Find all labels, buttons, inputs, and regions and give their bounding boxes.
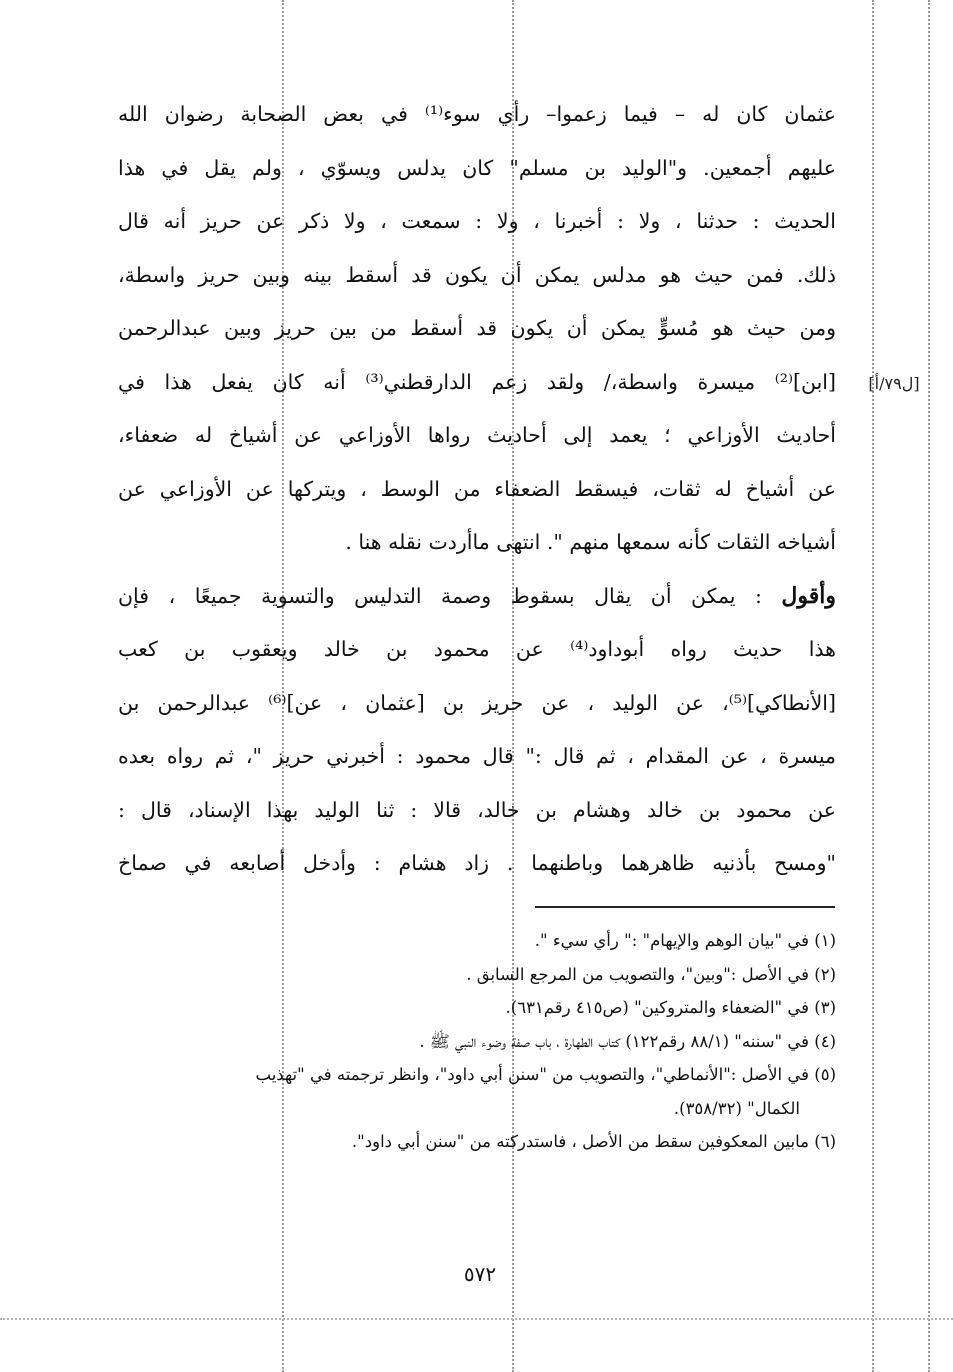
body-line: [الأنطاكي]⁽⁵⁾، عن الوليد ، عن حريز بن [عثمان ، عن]⁽⁶⁾ عبدالرحمن بن	[118, 690, 836, 715]
footnote: (٦) مابين المعكوفين سقط من الأصل ، فاستدركته من "سنن أبي داود".	[351, 1132, 836, 1151]
footnotes	[118, 924, 836, 1159]
footnote-separator	[535, 906, 835, 908]
body-line: [ابن]⁽²⁾ ميسرة واسطة،/ ولقد زعم الدارقطني⁽³⁾ أنه كان يفعل هذا في	[118, 369, 836, 394]
body-line: الحديث : حدثنا ، ولا : أخبرنا ، ولا : سمعت ، ولا ذكر عن حريز أنه قال	[118, 209, 836, 233]
footnote-continuation: الكمال" (٣٥٨/٣٢).	[673, 1098, 800, 1118]
body-line: عن محمود بن خالد وهشام بن خالد، قالا : ثنا الوليد بهذا الإسناد، قال :	[118, 797, 836, 822]
footnote: (١) في "بيان الوهم والإيهام" :" رأي سيء ".	[534, 931, 836, 950]
body-line: عثمان كان له – فيما زعموا– رأي سوء⁽¹⁾ في بعض الصحابة رضوان الله	[118, 102, 836, 126]
footnote: (٥) في الأصل :"الأنماطي"، والتصويب من "سنن أبي داود"، وانظر ترجمته في "تهذيب	[255, 1065, 836, 1084]
body-line: أشياخه الثقات كأنه سمعها منهم ". انتهى ماأردت نقله هنا .	[345, 530, 836, 554]
body-line: "ومسح بأذنيه ظاهرهما وباطنهما . زاد هشام : وأدخل أصابعه في صماخ	[118, 851, 836, 875]
body-line: هذا حديث رواه أبوداود⁽⁴⁾ عن محمود بن خالد ويعقوب بن كعب	[118, 637, 836, 661]
scan-guide-line	[0, 1318, 953, 1320]
margin-manuscript-reference: [ل٧٩/أ]	[868, 374, 920, 393]
footnote: (٢) في الأصل :"وبين"، والتصويب من المرجع السابق .	[466, 964, 836, 984]
body-line: ذلك. فمن حيث هو مدلس يمكن أن يكون قد أسقط بينه وبين حريز واسطة،	[118, 262, 836, 287]
paragraph-first-line-text: : يمكن أن يقال بسقوط وصمة التدليس والتسوية جميعًا ، فإن	[118, 583, 782, 608]
main-text	[118, 88, 836, 891]
body-line: عليهم أجمعين. و"الوليد بن مسلم" كان يدلس ويسوّي ، ولم يقل في هذا	[118, 155, 836, 180]
paragraph-first-line	[118, 570, 836, 624]
scan-guide-line	[928, 0, 930, 1372]
paragraph-lead-word: وأقول	[781, 582, 836, 609]
body-line: أحاديث الأوزاعي ؛ يعمد إلى أحاديث رواها الأوزاعي عن أشياخ له ضعفاء،	[118, 423, 836, 447]
scan-guide-line	[872, 0, 874, 1372]
footnote: (٤) في "سننه" (٨٨/١ رقم١٢٢) كتاب الطهارة ، باب صفة وضوء النبي ﷺ .	[419, 1031, 836, 1051]
body-line: ميسرة ، عن المقدام ، ثم قال :" قال محمود : أخبرني حريز "، ثم رواه بعده	[118, 744, 836, 768]
body-line: ومن حيث هو مُسوٍّ يمكن أن يكون قد أسقط من بين حريز وبين عبدالرحمن	[118, 316, 836, 340]
body-line: عن أشياخ له ثقات، فيسقط الضعفاء من الوسط ، ويتركها عن الأوزاعي عن	[118, 476, 836, 501]
page-number: ٥٧٢	[463, 1262, 497, 1286]
footnote: (٣) في "الضعفاء والمتروكين" (ص٤١٥ رقم٦٣١).	[505, 998, 836, 1017]
